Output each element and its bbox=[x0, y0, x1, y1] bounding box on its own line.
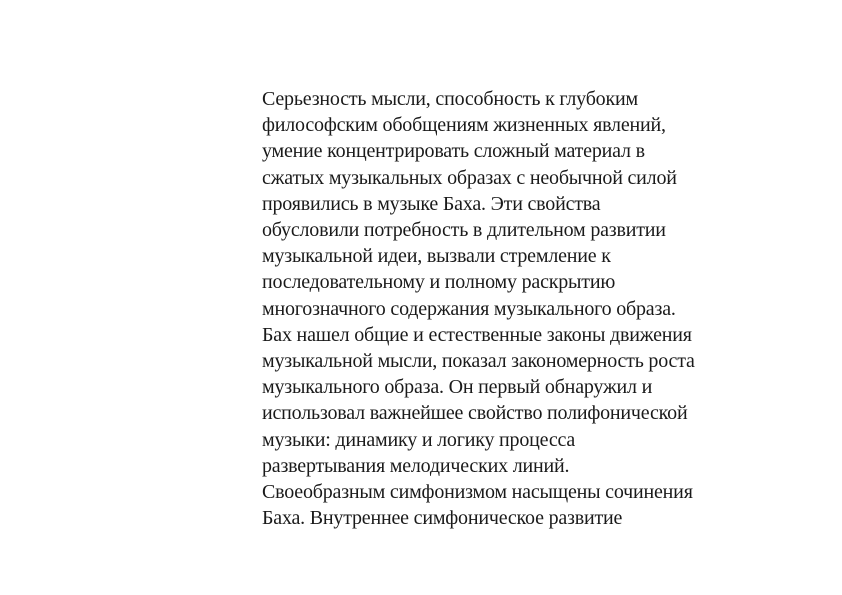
body-text bbox=[262, 86, 802, 531]
text-line: развертывания мелодических линий. bbox=[262, 454, 570, 477]
text-line: Бах нашел общие и естественные законы движения bbox=[262, 323, 692, 346]
text-line: музыки: динамику и логику процесса bbox=[262, 428, 576, 451]
text-line: философским обобщениям жизненных явлений, bbox=[262, 114, 666, 137]
text-line: использовал важнейшее свойство полифонической bbox=[262, 402, 688, 425]
text-line: музыкальной идеи, вызвали стремление к bbox=[262, 245, 611, 268]
text-line: умение концентрировать сложный материал в bbox=[262, 140, 645, 163]
text-line: обусловили потребность в длительном развитии bbox=[262, 219, 666, 242]
text-line: сжатых музыкальных образах с необычной силой bbox=[262, 166, 677, 189]
text-line: музыкального образа. Он первый обнаружил и bbox=[262, 376, 653, 399]
text-line: проявились в музыке Баха. Эти свойства bbox=[262, 192, 601, 215]
text-line: Своеобразным симфонизмом насыщены сочинения bbox=[262, 481, 693, 504]
text-line: многозначного содержания музыкального образа. bbox=[262, 297, 676, 320]
text-line: последовательному и полному раскрытию bbox=[262, 271, 616, 294]
text-line: Баха. Внутреннее симфоническое развитие bbox=[262, 507, 623, 530]
text-line: Серьезность мысли, способность к глубоким bbox=[262, 88, 638, 110]
text-line: музыкальной мысли, показал закономерность роста bbox=[262, 350, 695, 373]
